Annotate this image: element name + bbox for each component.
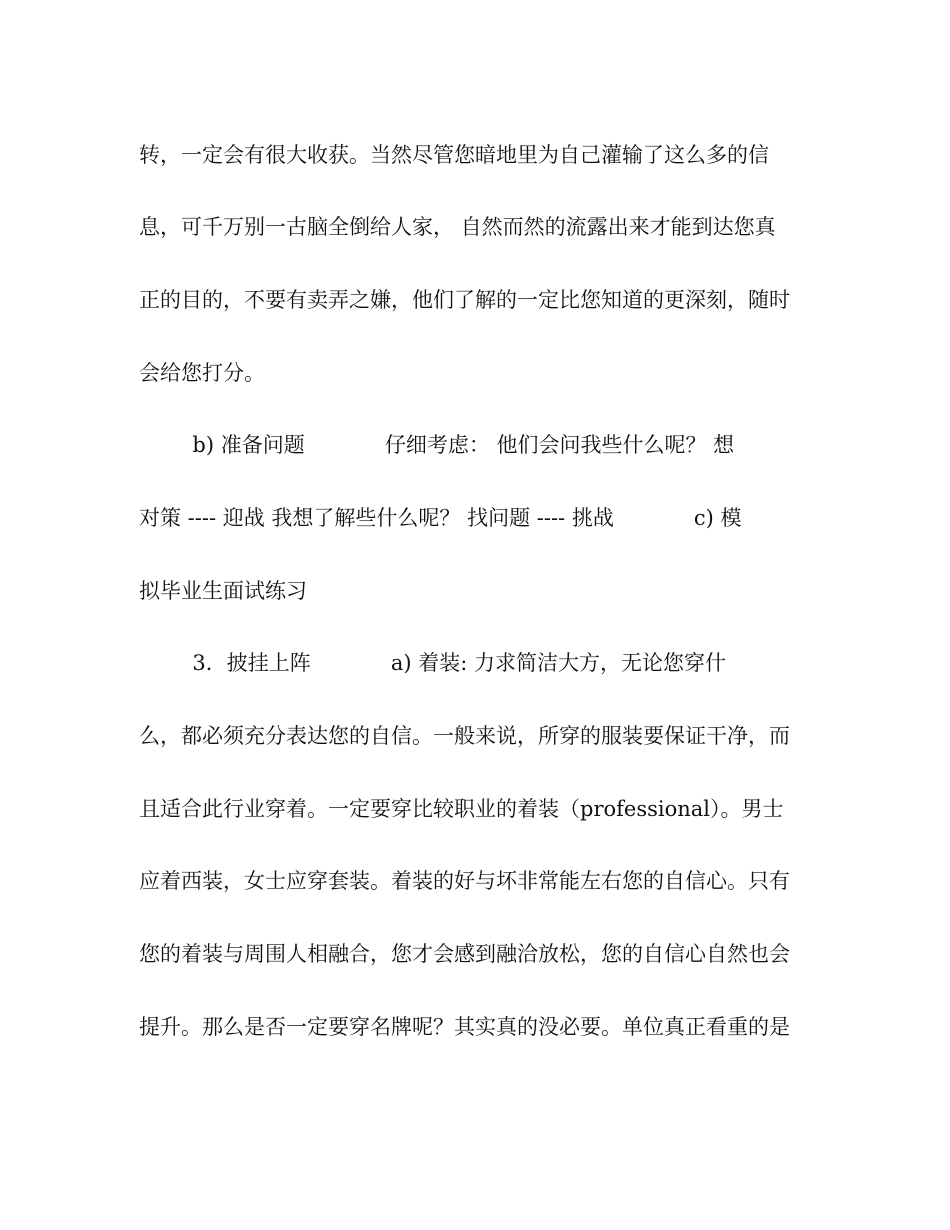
text-line: 转，一定会有很大收获。当然尽管您暗地里为自己灌输了这么多的信: [139, 143, 769, 167]
text-line: 您的着装与周围人相融合，您才会感到融洽放松，您的自信心自然也会: [139, 942, 790, 966]
text-line: 正的目的，不要有卖弄之嫌，他们了解的一定比您知道的更深刻，随时: [139, 288, 790, 312]
text-line: 且适合此行业穿着。一定要穿比较职业的着装（professional）。男士: [139, 797, 784, 821]
text-line: 息，可千万别一古脑全倒给人家， 自然而然的流露出来才能到达您真: [139, 215, 776, 239]
text-line: 拟毕业生面试练习: [139, 579, 307, 603]
text-line: 么，都必须充分表达您的自信。一般来说，所穿的服装要保证干净，而: [139, 724, 790, 748]
text-line: 会给您打分。: [139, 361, 265, 385]
text-line: 应着西装，女士应穿套装。着装的好与坏非常能左右您的自信心。只有: [139, 869, 790, 893]
text-line: 提升。那么是否一定要穿名牌呢？其实真的没必要。单位真正看重的是: [139, 1015, 790, 1039]
text-line: b) 准备问题 仔细考虑： 他们会问我些什么呢？ 想: [139, 433, 735, 457]
text-line: 对策 ---- 迎战 我想了解些什么呢？ 找问题 ---- 挑战 c) 模: [139, 506, 742, 530]
text-line: 3．披挂上阵 a) 着装: 力求简洁大方，无论您穿什: [139, 651, 727, 675]
